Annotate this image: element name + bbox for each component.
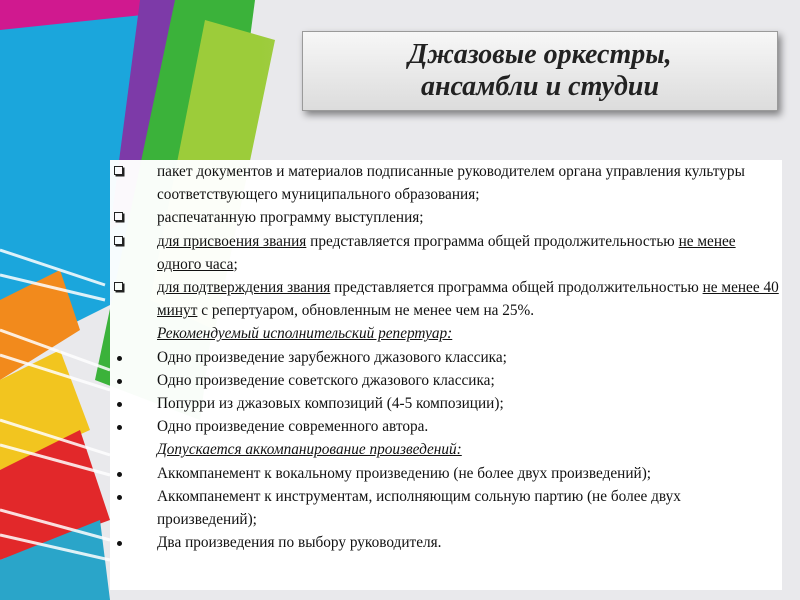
accompaniment-item-text: Аккомпанемент к вокальному произведению (не более двух произведений); (157, 464, 652, 482)
page-title (408, 39, 671, 103)
accompaniment-heading: Допускается аккомпанирование произведений: (157, 441, 462, 459)
accompaniment-item (110, 485, 782, 531)
content-panel (110, 160, 782, 590)
requirement-text: представляется программа общей продолжительностью (306, 232, 679, 250)
title-line-2: ансамбли и студии (420, 71, 660, 102)
bullet-dot-icon (117, 356, 122, 361)
accompaniment-item (110, 462, 782, 485)
repertoire-item-text: Попурри из джазовых композиций (4-5 композиции); (157, 395, 504, 413)
requirement-underlined-text: для подтверждения звания (157, 279, 331, 297)
repertoire-item-text: Одно произведение советского джазового классика; (157, 371, 495, 389)
requirement-text: представляется программа общей продолжительностью (330, 279, 703, 297)
bullet-dot-icon (117, 472, 122, 477)
repertoire-heading-row (110, 322, 782, 345)
requirement-underlined-text: для присвоения звания (157, 232, 307, 250)
repertoire-heading: Рекомендуемый исполнительский репертуар: (157, 325, 453, 343)
repertoire-item (110, 392, 782, 415)
accompaniment-item (110, 531, 782, 554)
repertoire-item-text: Одно произведение современного автора. (157, 418, 429, 436)
accompaniment-item-text: Аккомпанемент к инструментам, исполняющим сольную партию (не более двух произведений); (157, 487, 681, 529)
repertoire-item (110, 415, 782, 438)
requirement-text: распечатанную программу выступления; (157, 209, 424, 227)
requirement-item (110, 276, 782, 322)
bullet-dot-icon (117, 495, 122, 500)
requirement-underlined-text: не менее одного часа (157, 232, 736, 273)
accompaniment-item-text: Два произведения по выбору руководителя. (157, 534, 442, 552)
checkbox-bullet-icon (114, 166, 123, 175)
requirement-item (110, 206, 782, 229)
repertoire-item (110, 369, 782, 392)
requirement-text: с репертуаром, обновленным не менее чем на 25%. (197, 302, 535, 320)
requirement-item (110, 160, 782, 206)
repertoire-item-text: Одно произведение зарубежного джазового классика; (157, 348, 507, 366)
accompaniment-heading-row (110, 438, 782, 461)
repertoire-item (110, 346, 782, 369)
checkbox-bullet-icon (114, 282, 123, 291)
bullet-dot-icon (117, 402, 122, 407)
requirement-item (110, 230, 782, 276)
bullet-dot-icon (117, 379, 122, 384)
title-line-1: Джазовые оркестры, (408, 39, 672, 70)
checkbox-bullet-icon (114, 236, 123, 245)
title-box (302, 31, 778, 111)
requirement-underlined-text: не менее 40 минут (157, 279, 779, 320)
requirement-text: ; (233, 255, 238, 273)
bullet-dot-icon (117, 425, 122, 430)
requirement-text: пакет документов и материалов подписанные руководителем органа управления культуры соответствующего муниципального образования; (157, 163, 745, 204)
checkbox-bullet-icon (114, 212, 123, 221)
bullet-dot-icon (117, 541, 122, 546)
